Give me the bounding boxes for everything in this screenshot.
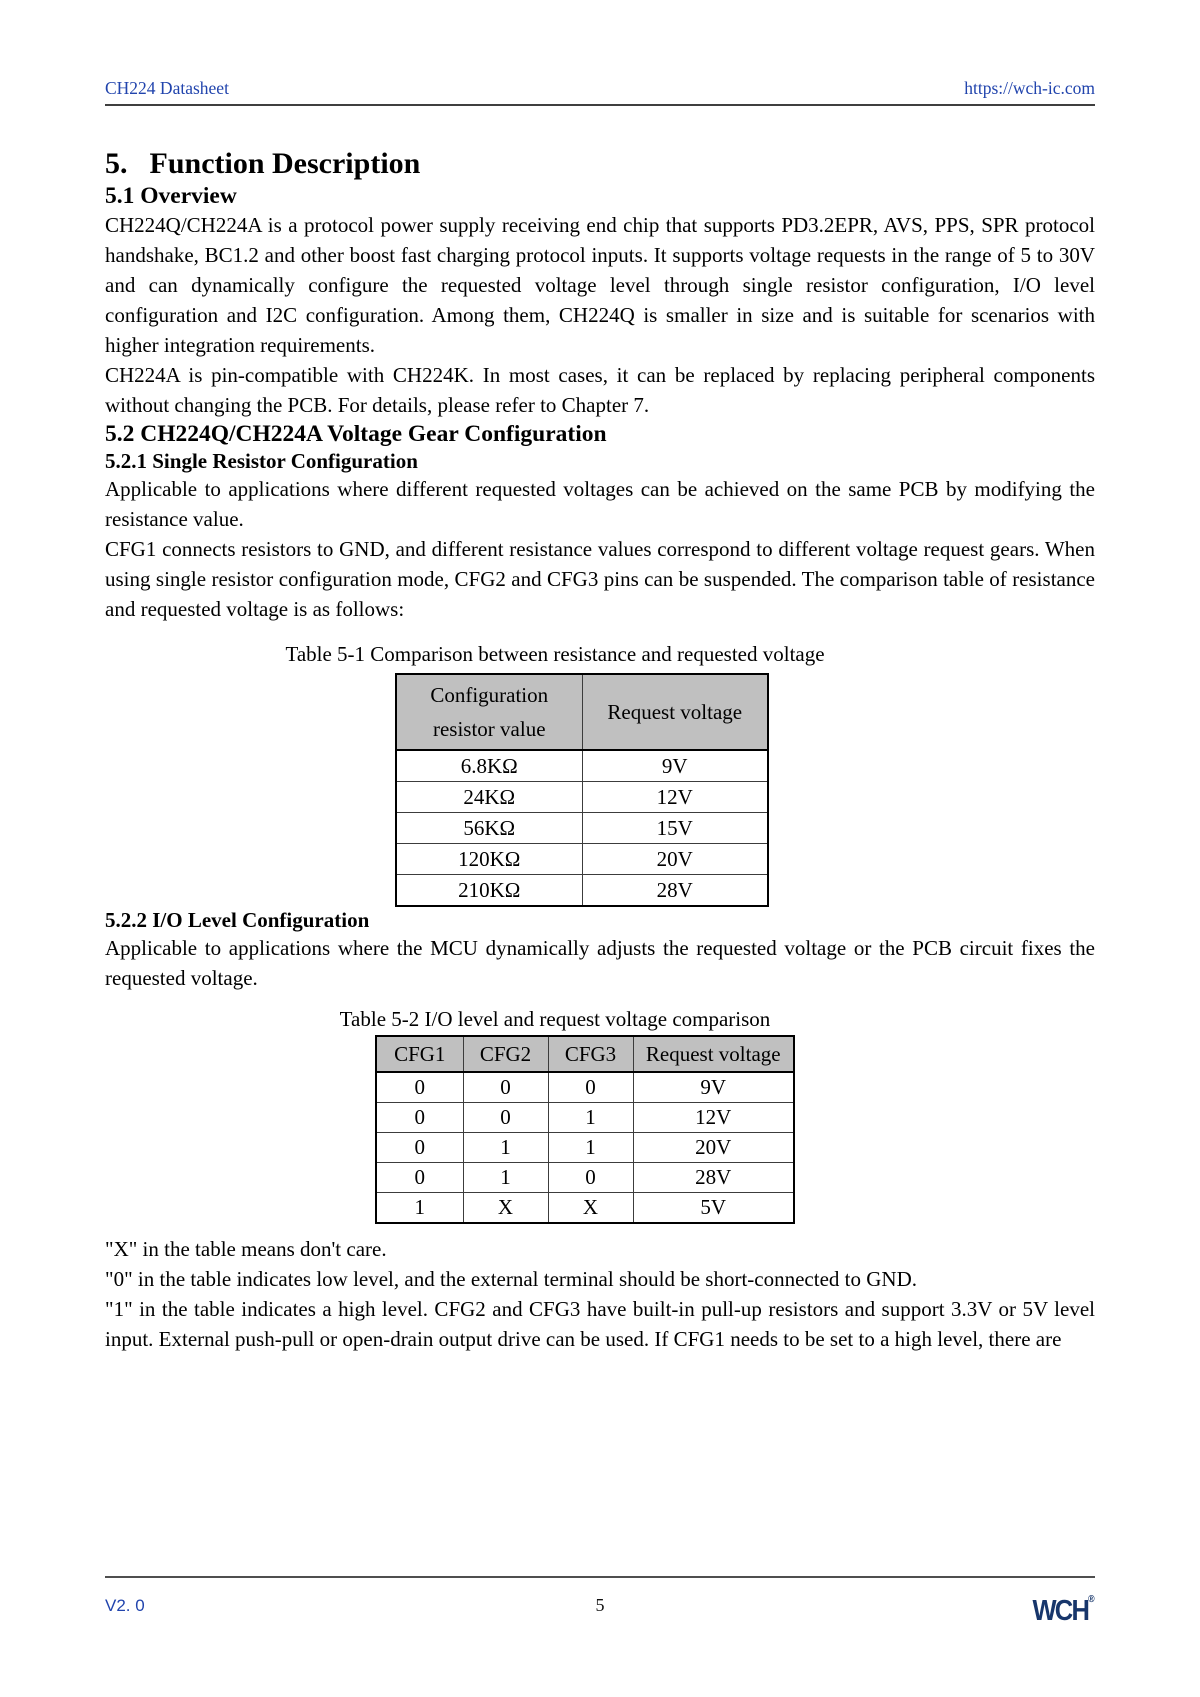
section-heading-voltage-gear-configuration: 5.2 CH224Q/CH224A Voltage Gear Configuration (105, 421, 607, 447)
table-cell: 0 (548, 1072, 633, 1103)
table-cell: 28V (633, 1163, 794, 1193)
page-title-text: Function Description (149, 147, 421, 180)
table-cell: 15V (582, 813, 768, 844)
page-header (105, 78, 1095, 106)
table-cell: 0 (376, 1163, 463, 1193)
column-header-cfg2: CFG2 (463, 1036, 548, 1072)
table-row (376, 1072, 794, 1103)
page-number: 5 (595, 1595, 605, 1615)
table-row (376, 1193, 794, 1224)
page-title (105, 146, 1095, 182)
single-resistor-paragraph-2: CFG1 connects resistors to GND, and different resistance values correspond to different voltage request gears. When using single resistor configuration mode, CFG2 and CFG3 pins can be suspended. The comparison table of resistance and requested voltage is as follows: (105, 537, 1095, 621)
table-cell: 210KΩ (396, 875, 582, 907)
table-cell: 1 (548, 1133, 633, 1163)
table-cell: 24KΩ (396, 782, 582, 813)
column-header-cfg1: CFG1 (376, 1036, 463, 1072)
table-cell: 0 (548, 1163, 633, 1193)
column-header-request-voltage: Request voltage (582, 674, 768, 750)
table-5-1-caption: Table 5-1 Comparison between resistance and requested voltage (285, 642, 825, 666)
table-cell: 120KΩ (396, 844, 582, 875)
table-5-2-caption: Table 5-2 I/O level and request voltage comparison (339, 1007, 771, 1031)
section-heading-io-level-configuration: 5.2.2 I/O Level Configuration (105, 908, 370, 932)
table-row (396, 782, 768, 813)
io-level-paragraph-1: Applicable to applications where the MCU dynamically adjusts the requested voltage or the PCB circuit fixes the requested voltage. (105, 936, 1095, 990)
table-cell: 0 (376, 1103, 463, 1133)
table-row (396, 844, 768, 875)
table-cell: 28V (582, 875, 768, 907)
note-zero-low-level: "0" in the table indicates low level, and the external terminal should be short-connected to GND. (105, 1267, 917, 1291)
header-url-link[interactable]: https://wch-ic.com (964, 78, 1095, 98)
table-cell: X (463, 1193, 548, 1224)
table-row (396, 875, 768, 907)
overview-paragraph-2: CH224A is pin-compatible with CH224K. In most cases, it can be replaced by replacing peripheral components without changing the PCB. For details, please refer to Chapter 7. (105, 363, 1095, 417)
table-cell: 12V (633, 1103, 794, 1133)
resistor-voltage-table (395, 673, 769, 907)
section-heading-single-resistor-configuration: 5.2.1 Single Resistor Configuration (105, 449, 418, 473)
table-cell: 1 (463, 1163, 548, 1193)
table-cell: 12V (582, 782, 768, 813)
single-resistor-paragraph-1: Applicable to applications where different requested voltages can be achieved on the same PCB by modifying the resistance value. (105, 477, 1095, 531)
table-cell: 0 (463, 1103, 548, 1133)
note-x-dont-care: "X" in the table means don't care. (105, 1237, 387, 1261)
version-label: V2. 0 (105, 1595, 145, 1615)
wch-logo (1033, 1586, 1095, 1625)
table-cell: 6.8KΩ (396, 750, 582, 782)
registered-trademark-icon: ® (1088, 1594, 1095, 1605)
table-cell: 9V (582, 750, 768, 782)
table-cell: 0 (463, 1072, 548, 1103)
page-footer (105, 1576, 1095, 1625)
table-cell: 1 (548, 1103, 633, 1133)
column-header-resistor-value: Configuration resistor value (396, 674, 582, 750)
table-cell: 1 (376, 1193, 463, 1224)
table-row (376, 1163, 794, 1193)
table-header-row (376, 1036, 794, 1072)
column-header-request-voltage: Request voltage (633, 1036, 794, 1072)
wch-logo-text: WCH (1032, 1595, 1089, 1627)
table-row (376, 1133, 794, 1163)
page-title-number: 5. (105, 147, 128, 180)
table-cell: 56KΩ (396, 813, 582, 844)
table-cell: 0 (376, 1072, 463, 1103)
table-cell: X (548, 1193, 633, 1224)
table-row (396, 750, 768, 782)
table-cell: 5V (633, 1193, 794, 1224)
column-header-cfg3: CFG3 (548, 1036, 633, 1072)
table-header-row (396, 674, 768, 750)
table-cell: 0 (376, 1133, 463, 1163)
table-cell: 20V (633, 1133, 794, 1163)
note-one-high-level: "1" in the table indicates a high level. CFG2 and CFG3 have built-in pull-up resistors and support 3.3V or 5V level input. External push-pull or open-drain output drive can be used. If CFG1 needs to be set to a high level, there are (105, 1297, 1095, 1351)
table-cell: 1 (463, 1133, 548, 1163)
table-row (376, 1103, 794, 1133)
section-heading-overview: 5.1 Overview (105, 183, 237, 209)
header-doc-name: CH224 Datasheet (105, 78, 229, 98)
overview-paragraph-1: CH224Q/CH224A is a protocol power supply receiving end chip that supports PD3.2EPR, AVS, PPS, SPR protocol handshake, BC1.2 and other boost fast charging protocol inputs. It supports voltage requests in the range of 5 to 30V and can dynamically configure the requested voltage level through single resistor configuration, I/O level configuration and I2C configuration. Among them, CH224Q is smaller in size and is suitable for scenarios with higher integration requirements. (105, 213, 1095, 357)
table-row (396, 813, 768, 844)
table-cell: 9V (633, 1072, 794, 1103)
table-cell: 20V (582, 844, 768, 875)
io-level-table (375, 1035, 795, 1224)
